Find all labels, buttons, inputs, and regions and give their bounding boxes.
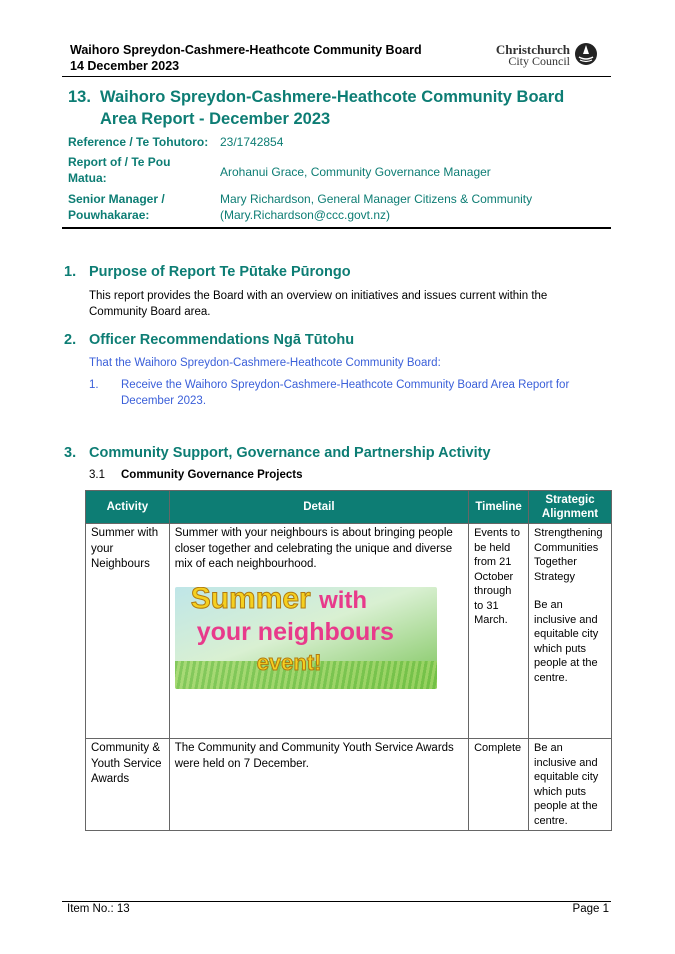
header-divider (62, 76, 611, 77)
report-title-text: Waihoro Spreydon-Cashmere-Heathcote Community Board Area Report - December 2023 (100, 88, 565, 128)
page-title (68, 86, 608, 130)
footer-page-number: Page 1 (572, 903, 609, 915)
metadata-divider (62, 227, 611, 229)
summer-neighbours-banner-image (175, 587, 437, 689)
section-2-heading (64, 332, 354, 348)
section-3-title: Community Support, Governance and Partnership Activity (89, 445, 491, 461)
header-board-name: Waihoro Spreydon-Cashmere-Heathcote Community Board (70, 43, 422, 57)
council-logo (497, 42, 602, 68)
meta-senior-label: Senior Manager / Pouwhakarae: (68, 192, 165, 222)
logo-text-line2: City Council (508, 54, 570, 68)
header-date: 14 December 2023 (70, 59, 180, 73)
meta-senior-value: Mary Richardson, General Manager Citizens & Community (Mary.Richardson@ccc.govt.nz) (220, 192, 533, 222)
table-row (86, 524, 612, 739)
banner-word-summer: Summer (190, 586, 311, 615)
section-1-body: This report provides the Board with an overview on initiatives and issues current within the Community Board area. (89, 290, 548, 318)
column-header-detail: Detail (169, 491, 468, 524)
meta-report-of-label: Report of / Te Pou Matua: (68, 155, 171, 185)
banner-text-line2: your neighbours (196, 617, 394, 646)
column-header-timeline: Timeline (469, 491, 529, 524)
footer-divider (62, 901, 611, 902)
cell-detail (169, 524, 468, 739)
governance-projects-table (85, 490, 612, 831)
cell-activity: Summer with your Neighbours (86, 524, 170, 739)
logo-text-line1: Christchurch (495, 42, 570, 57)
subsection-3-1-title: Community Governance Projects (121, 469, 303, 481)
section-1-title: Purpose of Report Te Pūtake Pūrongo (89, 264, 351, 280)
meta-reference-label: Reference / Te Tohutoro: (68, 135, 209, 149)
cell-alignment (529, 524, 612, 739)
banner-text-line3: event! (256, 649, 322, 675)
report-number: 13. (68, 88, 91, 106)
cell-alignment: Be an inclusive and equitable city which puts people at the centre. (529, 739, 612, 831)
meta-reference-value: 23/1742854 (220, 135, 284, 149)
banner-text-line1 (190, 586, 368, 615)
section-2-item-number: 1. (89, 379, 99, 391)
cell-alignment-1: Strengthening Communities Together Strategy (534, 527, 603, 583)
cell-detail-text: Summer with your neighbours is about bringing people closer together and celebrating the unique and diverse mix of each neighbourhood. (174, 527, 453, 570)
section-2-title: Officer Recommendations Ngā Tūtohu (89, 332, 355, 348)
section-1-heading (64, 264, 351, 280)
council-logo-icon (574, 42, 598, 66)
banner-word-with: with (319, 586, 368, 614)
section-3-heading (64, 445, 491, 461)
section-2-intro: That the Waihoro Spreydon-Cashmere-Heathcote Community Board: (89, 357, 441, 369)
meta-report-of-value: Arohanui Grace, Community Governance Manager (220, 165, 491, 179)
cell-timeline: Complete (469, 739, 529, 831)
section-2-number: 2. (64, 332, 77, 348)
cell-alignment-2: Be an inclusive and equitable city which puts people at the centre. (534, 599, 599, 684)
cell-activity: Community & Youth Service Awards (86, 739, 170, 831)
table-header-row (86, 491, 612, 524)
section-2-item-text: Receive the Waihoro Spreydon-Cashmere-Heathcote Community Board Area Report for December 2023. (121, 379, 570, 407)
cell-timeline: Events to be held from 21 October through to 31 March. (469, 524, 529, 739)
cell-detail: The Community and Community Youth Service Awards were held on 7 December. (169, 739, 468, 831)
section-1-number: 1. (64, 264, 77, 280)
table-row (86, 739, 612, 831)
subsection-3-1-heading (89, 469, 303, 481)
column-header-activity: Activity (86, 491, 170, 524)
footer-item-number: Item No.: 13 (67, 903, 130, 915)
column-header-alignment: Strategic Alignment (529, 491, 612, 524)
subsection-3-1-number: 3.1 (89, 469, 105, 481)
section-3-number: 3. (64, 445, 77, 461)
